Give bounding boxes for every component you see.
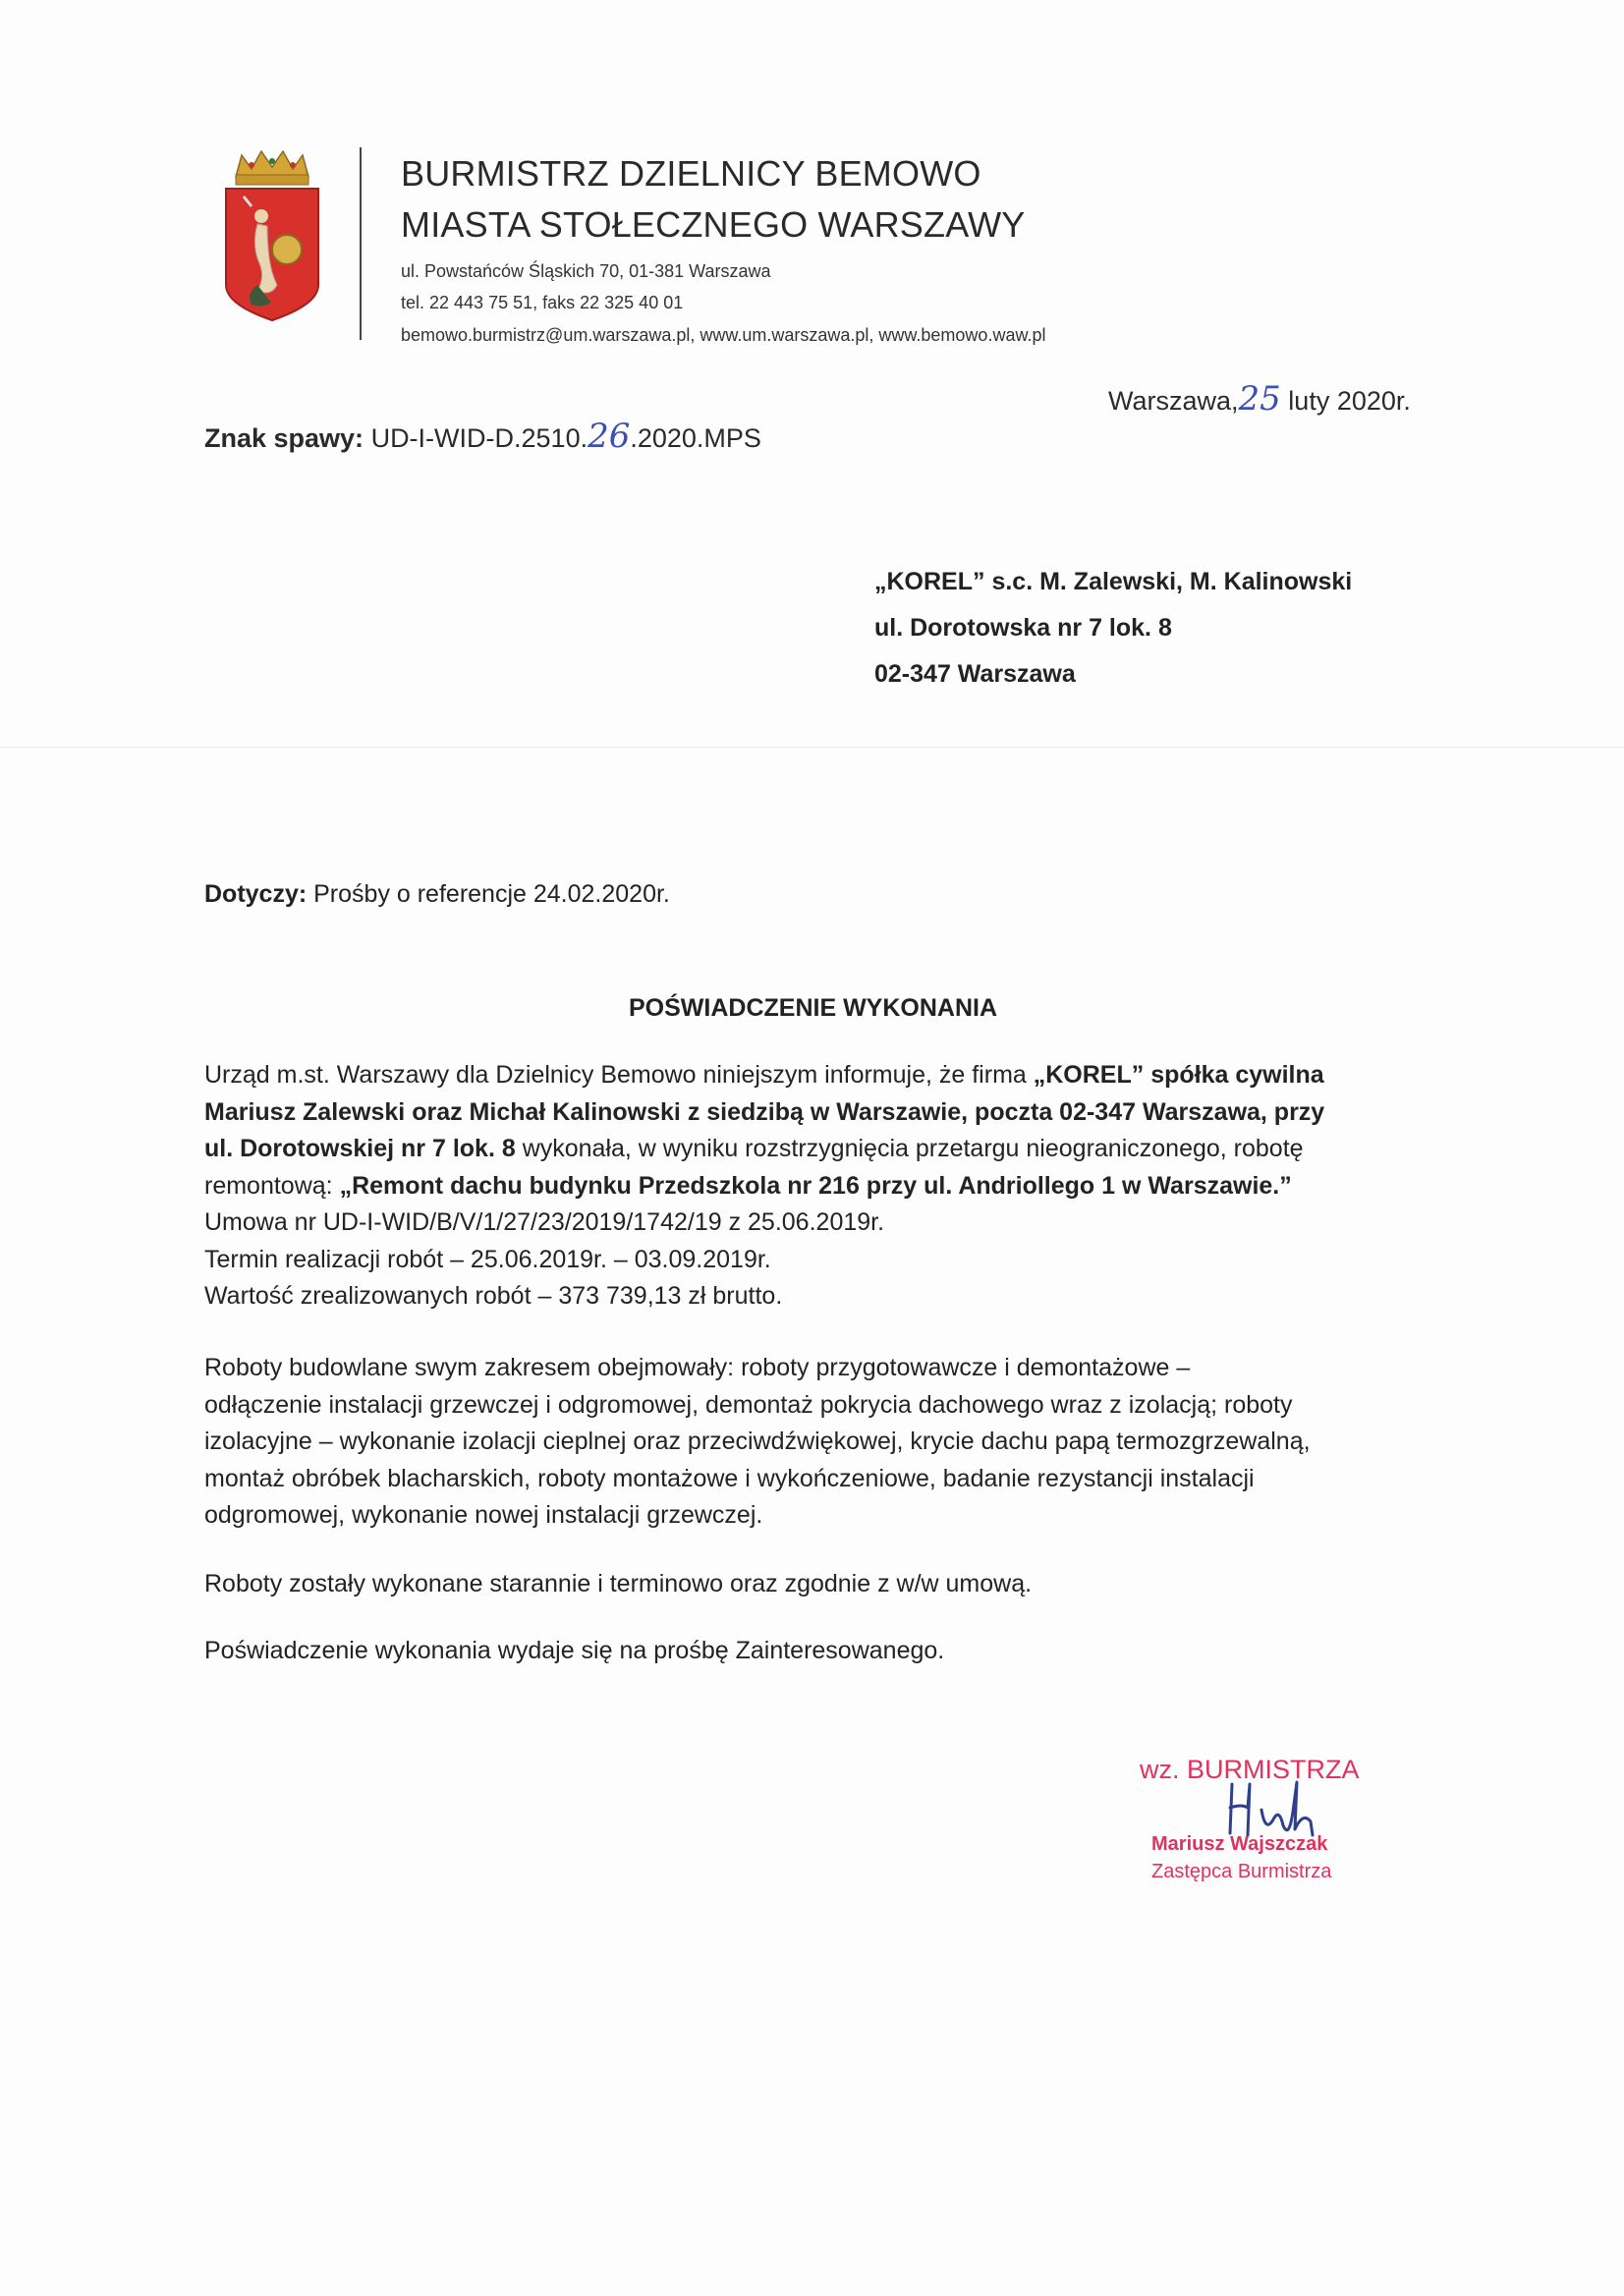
- body-line: [204, 1131, 1472, 1168]
- office-name-line2: MIASTA STOŁECZNEGO WARSZAWY: [401, 204, 1026, 245]
- signatory-role: Zastępca Burmistrza: [1151, 1861, 1332, 1882]
- subject-label: Dotyczy:: [204, 880, 308, 908]
- date-rest: luty 2020r.: [1280, 386, 1411, 416]
- office-phone: tel. 22 443 75 51, faks 22 325 40 01: [401, 293, 684, 312]
- body-line: montaż obróbek blacharskich, roboty montażowe i wykończeniowe, badanie rezystancji instalacji: [204, 1464, 1255, 1492]
- coat-of-arms-icon: [222, 147, 322, 324]
- recipient-street: ul. Dorotowska nr 7 lok. 8: [874, 614, 1172, 642]
- recipient-city: 02-347 Warszawa: [874, 660, 1076, 688]
- body-line: Roboty budowlane swym zakresem obejmowały: roboty przygotowawcze i demontażowe –: [204, 1354, 1191, 1381]
- completion-dates: Termin realizacji robót – 25.06.2019r. – 03.09.2019r.: [204, 1245, 771, 1273]
- body-line: izolacyjne – wykonanie izolacji cieplnej oraz przeciwdźwiękowej, krycie dachu papą termozgrzewalną,: [204, 1428, 1311, 1455]
- body-line: [204, 1168, 1472, 1205]
- reference-prefix: UD-I-WID-D.2510.: [364, 423, 588, 453]
- body-text-bold: „KOREL” spółka cywilna: [1033, 1061, 1324, 1089]
- reference-label: Znak spawy:: [204, 423, 364, 453]
- paper-fold-line: [0, 747, 1624, 748]
- body-text: Urząd m.st. Warszawy dla Dzielnicy Bemowo niniejszym informuje, że firma: [204, 1061, 1034, 1089]
- body-line: [204, 1057, 1472, 1094]
- body-text-bold: „Remont dachu budynku Przedszkola nr 216 przy ul. Andriollego 1 w Warszawie.”: [339, 1171, 1292, 1200]
- paragraph-scope-of-work: [204, 1350, 1472, 1535]
- recipient-name: „KOREL” s.c. M. Zalewski, M. Kalinowski: [874, 568, 1353, 595]
- date-city: Warszawa,: [1108, 386, 1239, 416]
- paragraph-quality-statement: Roboty zostały wykonane starannie i terminowo oraz zgodnie z w/w umową.: [204, 1570, 1033, 1597]
- letter-subject: [204, 880, 670, 909]
- signatory-name: Mariusz Wajszczak: [1151, 1833, 1328, 1855]
- body-text-bold: ul. Dorotowskiej nr 7 lok. 8: [204, 1135, 516, 1162]
- paragraph-performance-details: [204, 1057, 1472, 1316]
- body-line: odłączenie instalacji grzewczej i odgromowej, demontaż pokrycia dachowego wraz z izolacją; roboty: [204, 1390, 1293, 1419]
- contract-number: Umowa nr UD-I-WID/B/V/1/27/23/2019/1742/19 z 25.06.2019r.: [204, 1208, 885, 1236]
- subject-text: Prośby o referencje 24.02.2020r.: [307, 880, 670, 908]
- reference-number: [204, 417, 761, 456]
- office-web-contacts: bemowo.burmistrz@um.warszawa.pl, www.um.warszawa.pl, www.bemowo.waw.pl: [401, 325, 1046, 345]
- office-address: ul. Powstańców Śląskich 70, 01-381 Warszawa: [401, 261, 771, 281]
- date-day-handwritten: 25: [1238, 379, 1281, 419]
- handwritten-signature: [1218, 1764, 1326, 1843]
- stamp-title: wz. BURMISTRZA: [1140, 1755, 1360, 1784]
- header-divider: [360, 147, 362, 340]
- reference-suffix: .2020.MPS: [630, 423, 761, 453]
- letter-date: [1108, 379, 1411, 419]
- body-line: Mariusz Zalewski oraz Michał Kalinowski z siedzibą w Warszawie, poczta 02-347 Warszawa, przy: [204, 1097, 1325, 1126]
- work-value: Wartość zrealizowanych robót – 373 739,13 zł brutto.: [204, 1282, 783, 1310]
- document-title: POŚWIADCZENIE WYKONANIA: [629, 994, 997, 1022]
- body-line: odgromowej, wykonanie nowej instalacji grzewczej.: [204, 1501, 763, 1529]
- body-text: remontową:: [204, 1171, 340, 1200]
- office-name-line1: BURMISTRZ DZIELNICY BEMOWO: [401, 153, 981, 194]
- paragraph-closing: Poświadczenie wykonania wydaje się na prośbę Zainteresowanego.: [204, 1637, 945, 1664]
- reference-number-handwritten: 26: [588, 417, 631, 456]
- body-text: wykonała, w wyniku rozstrzygnięcia przetargu nieograniczonego, robotę: [515, 1135, 1304, 1162]
